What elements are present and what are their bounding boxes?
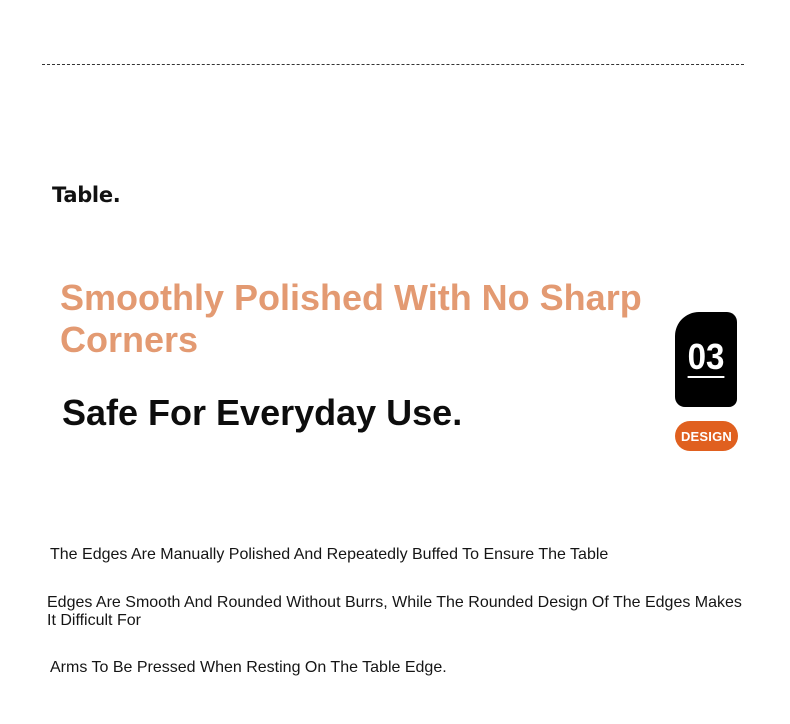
brand-title: Table. [52, 183, 121, 207]
feature-subheadline: Safe For Everyday Use. [62, 392, 463, 433]
body-paragraph-1: The Edges Are Manually Polished And Repeatedly Buffed To Ensure The Table [50, 546, 609, 563]
body-paragraph-3: Arms To Be Pressed When Resting On The Table Edge. [50, 659, 447, 676]
design-tag: DESIGN [675, 421, 738, 451]
body-paragraph-2: Edges Are Smooth And Rounded Without Burrs, While The Rounded Design Of The Edges Makes It Difficult For [47, 594, 742, 629]
dashed-divider [42, 64, 744, 65]
section-number-badge [675, 312, 737, 407]
feature-headline: Smoothly Polished With No Sharp Corners [60, 277, 642, 360]
section-number: 03 [687, 336, 725, 377]
